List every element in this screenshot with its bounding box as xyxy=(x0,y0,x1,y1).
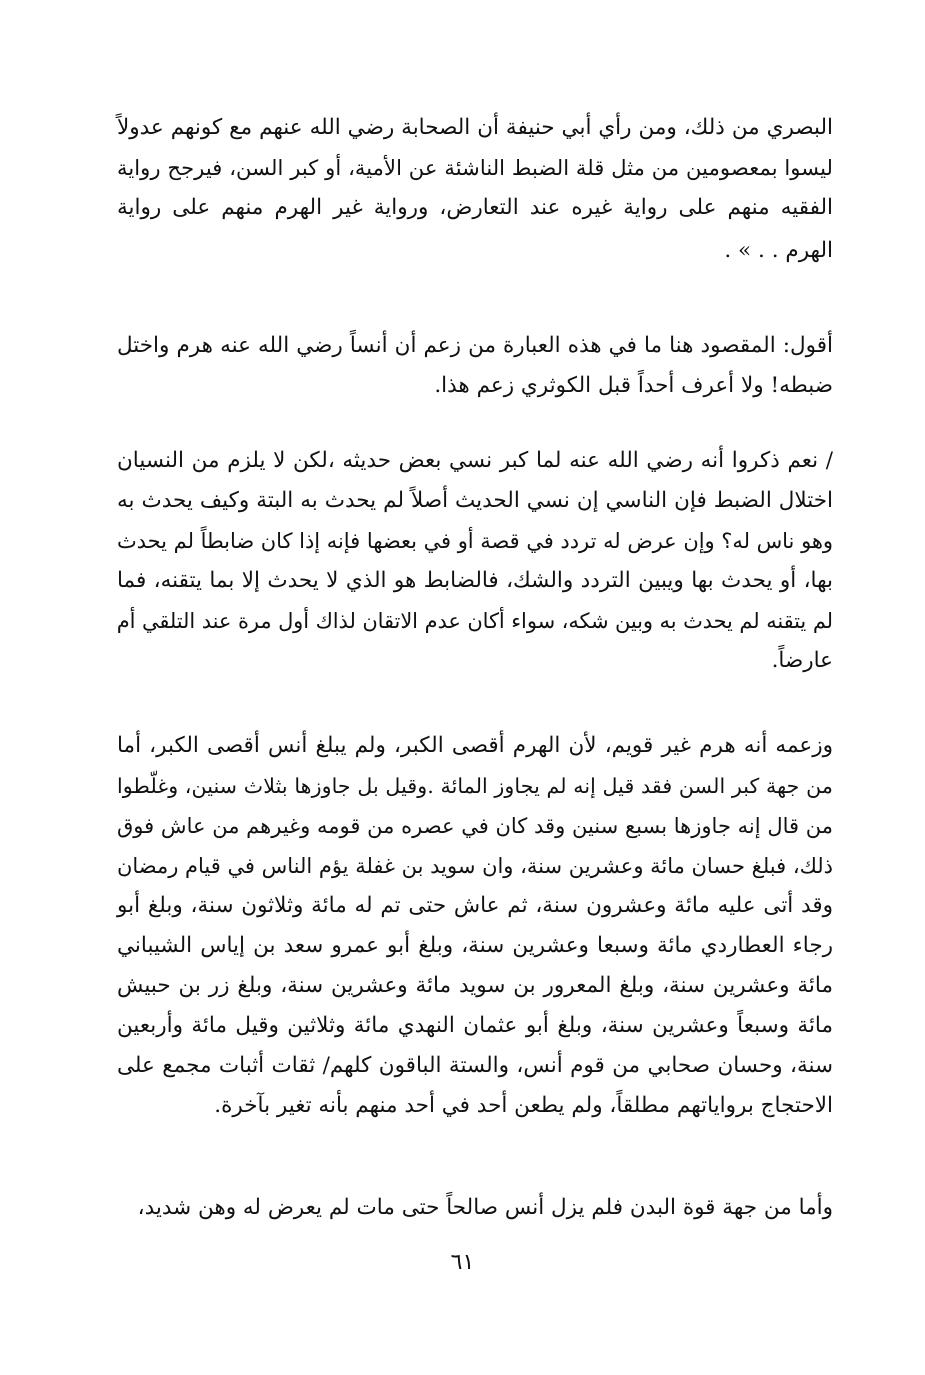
text-line: وأما من جهة قوة البدن فلم يزل أنس صالحاً حتى مات لم يعرض له وهن شديد، xyxy=(137,1195,833,1220)
text-line: / نعم ذكروا أنه رضي الله عنه لما كبر نسي بعض حديثه ،لكن لا يلزم من النسيان xyxy=(117,448,833,473)
text-line: مائة وعشرين سنة، وبلغ المعرور بن سويد مائة وعشرين سنة، وبلغ زر بن حبيش xyxy=(117,973,833,998)
text-line: وهو ناس له؟ وإن عرض له تردد في قصة أو في بعضها فإنه إذا كان ضابطاً لم يحدث xyxy=(117,529,833,553)
text-line: رجاء العطاردي مائة وسبعا وعشرين سنة، وبلغ أبو عمرو سعد بن إياس الشيباني xyxy=(117,933,833,958)
text-line: من جهة كبر السن فقد قيل إنه لم يجاوز المائة .وقيل بل جاوزها بثلاث سنين، وغلّطوا xyxy=(117,774,833,798)
text-line: الهرم . . » . xyxy=(724,238,833,263)
text-line: وقد أتى عليه مائة وعشرون سنة، ثم عاش حتى تم له مائة وثلاثون سنة، وبلغ أبو xyxy=(117,893,833,918)
text-line: الاحتجاج برواياتهم مطلقاً، ولم يطعن أحد في أحد منهم بأنه تغير بآخرة. xyxy=(214,1093,833,1118)
text-line: ضبطه! ولا أعرف أحداً قبل الكوثري زعم هذا. xyxy=(434,373,833,398)
text-line: اختلال الضبط فإن الناسي إن نسي الحديث أصلاً لم يحدث به البتة وكيف يحدث به xyxy=(117,488,833,513)
text-line: من قال إنه جاوزها بسبع سنين وقد كان في عصره من قومه وغيرهم من عاش فوق xyxy=(117,813,833,838)
text-line: سنة، وحسان صحابي من قوم أنس، والستة الباقون كلهم/ ثقات أثبات مجمع على xyxy=(117,1053,833,1078)
text-line: ذلك، فبلغ حسان مائة وعشرين سنة، وان سويد بن غفلة يؤم الناس في قيام رمضان xyxy=(117,854,833,878)
text-line: لم يتقنه لم يحدث به وبين شكه، سواء أكان عدم الاتقان لذاك أول مرة عند التلقي أم xyxy=(116,609,833,633)
text-line: عارضاً. xyxy=(771,648,833,673)
text-line: أقول: المقصود هنا ما في هذه العبارة من زعم أن أنساً رضي الله عنه هرم واختل xyxy=(117,333,833,358)
text-line: البصري من ذلك، ومن رأي أبي حنيفة أن الصحابة رضي الله عنهم مع كونهم عدولاً xyxy=(117,115,833,140)
text-line: بها، أو يحدث بها ويبين التردد والشك، فالضابط هو الذي لا يحدث إلا بما يتقنه، فما xyxy=(117,568,833,593)
page-number: ٦١ xyxy=(450,1250,475,1275)
text-line: الفقيه منهم على رواية غيره عند التعارض، ورواية غير الهرم منهم على رواية xyxy=(117,195,833,220)
text-line: ليسوا بمعصومين من مثل قلة الضبط الناشئة عن الأمية، أو كبر السن، فيرجح رواية xyxy=(117,155,833,180)
text-line: وزعمه أنه هرم غير قويم، لأن الهرم أقصى الكبر، ولم يبلغ أنس أقصى الكبر، أما xyxy=(117,733,833,758)
text-line: مائة وسبعاً وعشرين سنة، وبلغ أبو عثمان النهدي مائة وثلاثين وقيل مائة وأربعين xyxy=(117,1013,833,1038)
